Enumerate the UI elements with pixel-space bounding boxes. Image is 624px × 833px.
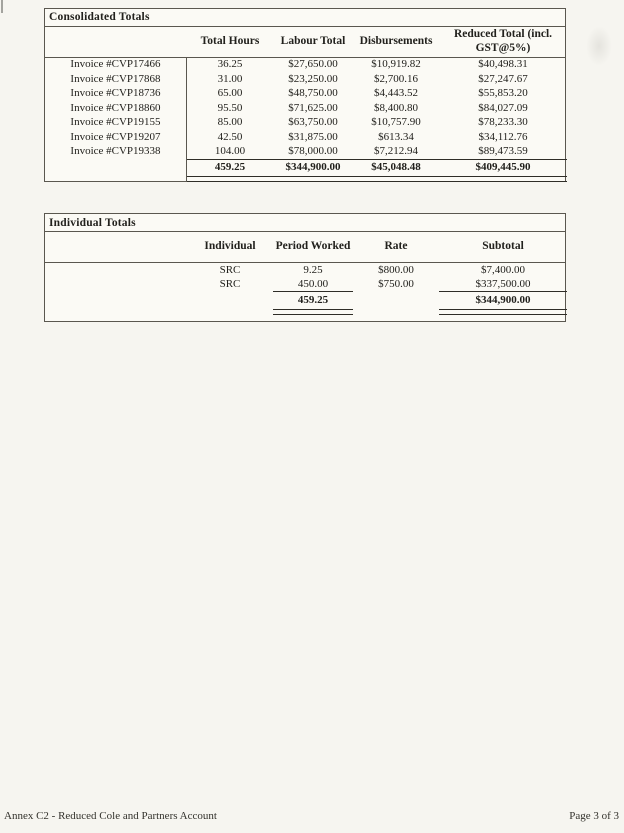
consolidated-title: Consolidated Totals <box>49 11 150 24</box>
footer-annex-label: Annex C2 - Reduced Cole and Partners Account <box>4 810 217 822</box>
invoice-label: Invoice #CVP19338 <box>45 145 187 160</box>
table-row <box>45 145 565 160</box>
total-hours-value: 65.00 <box>217 87 243 100</box>
column-header-period-worked: Period Worked <box>275 240 351 253</box>
table-row <box>45 101 565 116</box>
individual-value: SRC <box>219 263 241 276</box>
period-worked-value: 450.00 <box>273 278 353 293</box>
total-hours-value: 104.00 <box>214 145 246 158</box>
column-header-rate: Rate <box>384 240 408 253</box>
subtotal-value: $7,400.00 <box>481 263 525 276</box>
invoice-label: Invoice #CVP19207 <box>45 130 187 145</box>
invoice-label: Invoice #CVP17868 <box>45 72 187 87</box>
column-header-blank <box>45 232 187 262</box>
reduced-total-value: $27,247.67 <box>478 72 528 85</box>
invoice-label: Invoice #CVP18860 <box>45 101 187 116</box>
disbursements-value: $10,757.90 <box>371 116 421 129</box>
blank-cell <box>45 263 187 278</box>
labour-total-value: $23,250.00 <box>288 72 338 85</box>
reduced-total-value: $84,027.09 <box>478 101 528 114</box>
individual-value: SRC <box>219 278 241 291</box>
individual-header-row <box>45 232 565 263</box>
column-header-blank <box>45 27 187 57</box>
individual-title: Individual Totals <box>49 216 136 229</box>
disbursements-value: $4,443.52 <box>374 87 418 100</box>
column-header-subtotal: Subtotal <box>482 240 524 253</box>
total-hours-value: 31.00 <box>217 72 243 85</box>
table-row <box>45 130 565 145</box>
reduced-total-value: $55,853.20 <box>478 87 528 100</box>
individual-totals-table <box>44 213 566 322</box>
totals-subtotal: $344,900.00 <box>475 293 531 306</box>
table-row <box>45 58 565 73</box>
disbursements-value: $10,919.82 <box>371 58 421 71</box>
labour-total-value: $78,000.00 <box>288 145 338 158</box>
double-rule <box>187 176 567 182</box>
invoice-label: Invoice #CVP19155 <box>45 116 187 131</box>
table-row <box>45 263 565 278</box>
disbursements-value: $7,212.94 <box>374 145 418 158</box>
labour-total-value: $27,650.00 <box>288 58 338 71</box>
labour-total-value: $31,875.00 <box>288 130 338 143</box>
disbursements-value: $613.34 <box>378 130 414 143</box>
disbursements-value: $2,700.16 <box>374 72 418 85</box>
individual-totals-row <box>45 292 565 308</box>
column-header-reduced-total: Reduced Total (incl. GST@5%) <box>453 28 553 54</box>
individual-title-row <box>45 214 565 232</box>
scan-artifact <box>1 0 3 13</box>
table-row <box>45 87 565 102</box>
column-header-individual: Individual <box>204 240 256 253</box>
total-hours-value: 95.50 <box>217 101 243 114</box>
total-hours-value: 36.25 <box>217 58 243 71</box>
rate-value: $800.00 <box>378 263 414 276</box>
rate-value: $750.00 <box>378 278 414 291</box>
totals-blank-cell <box>45 159 187 175</box>
invoice-label: Invoice #CVP17466 <box>45 58 187 73</box>
consolidated-totals-table <box>44 8 566 182</box>
reduced-total-value: $34,112.76 <box>478 130 528 143</box>
totals-blank-cell <box>353 292 439 308</box>
footer-page-number: Page 3 of 3 <box>569 810 619 822</box>
totals-period-worked: 459.25 <box>297 293 329 306</box>
table-row <box>45 278 565 293</box>
invoice-label: Invoice #CVP18736 <box>45 87 187 102</box>
reduced-total-value: $89,473.59 <box>478 145 528 158</box>
disbursements-value: $8,400.80 <box>374 101 418 114</box>
blank-cell <box>45 278 187 293</box>
table-filler-row <box>45 314 565 321</box>
labour-total-value: $48,750.00 <box>288 87 338 100</box>
column-header-total-hours: Total Hours <box>200 34 260 47</box>
labour-total-value: $71,625.00 <box>288 101 338 114</box>
consolidated-totals-row <box>45 159 565 175</box>
reduced-total-value: $78,233.30 <box>478 116 528 129</box>
consolidated-header-row <box>45 27 565 58</box>
double-rule-row <box>45 175 565 181</box>
table-row <box>45 72 565 87</box>
rule-blank-cell <box>45 175 187 182</box>
column-header-labour-total: Labour Total <box>280 34 346 47</box>
totals-labour-total: $344,900.00 <box>273 159 353 175</box>
totals-blank-cell <box>45 292 187 308</box>
totals-total-hours: 459.25 <box>187 159 273 175</box>
totals-blank-cell <box>187 292 273 308</box>
totals-disbursements: $45,048.48 <box>353 159 439 175</box>
subtotal-value: $337,500.00 <box>439 278 567 293</box>
table-row <box>45 116 565 131</box>
total-hours-value: 85.00 <box>217 116 243 129</box>
total-hours-value: 42.50 <box>217 130 243 143</box>
scan-smudge <box>586 26 612 66</box>
reduced-total-value: $40,498.31 <box>478 58 528 71</box>
column-header-disbursements: Disbursements <box>359 34 433 47</box>
totals-reduced-total: $409,445.90 <box>439 159 567 175</box>
period-worked-value: 9.25 <box>303 263 323 276</box>
labour-total-value: $63,750.00 <box>288 116 338 129</box>
consolidated-title-row <box>45 9 565 27</box>
